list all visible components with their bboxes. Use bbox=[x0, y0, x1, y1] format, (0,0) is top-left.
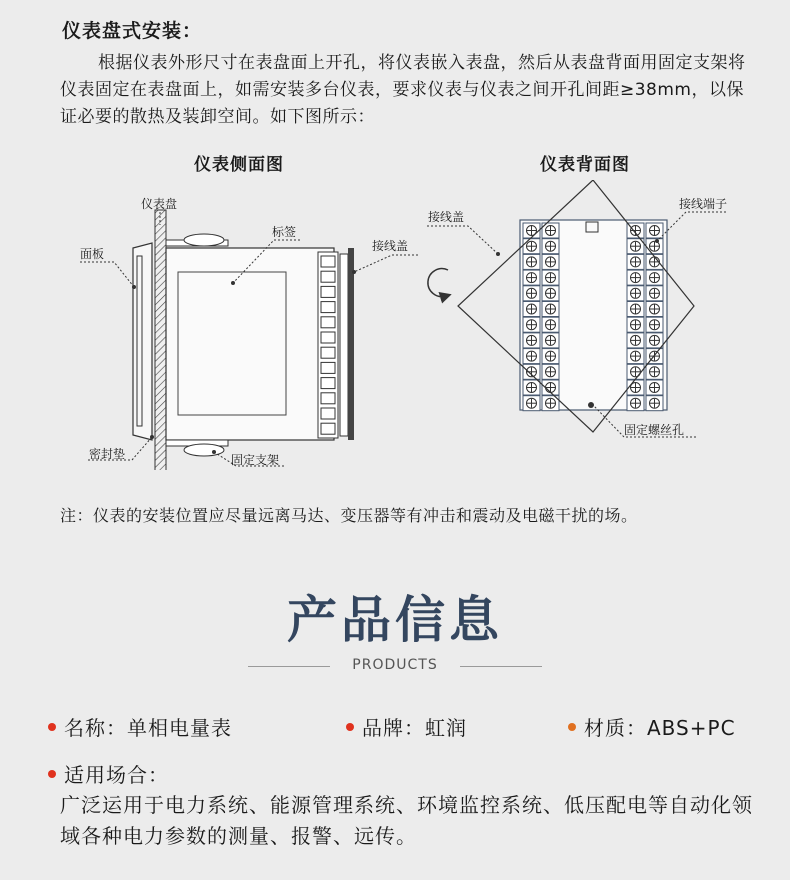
side-terminal bbox=[321, 347, 335, 358]
spec-usage bbox=[48, 759, 169, 788]
label-terminal-cover-back: 接线盖 bbox=[428, 210, 465, 224]
bullet-icon bbox=[346, 723, 354, 731]
spec-name-text: 名称：单相电量表 bbox=[64, 716, 232, 740]
side-view-drawing bbox=[80, 197, 418, 470]
side-terminal bbox=[321, 286, 335, 297]
side-terminal bbox=[321, 408, 335, 419]
side-terminal bbox=[321, 302, 335, 313]
bullet-icon bbox=[48, 770, 56, 778]
rotate-arrow-icon bbox=[428, 269, 448, 297]
terminal-cover-side bbox=[348, 248, 354, 440]
product-subheading: PRODUCTS bbox=[352, 657, 438, 673]
instrument-body bbox=[166, 248, 334, 440]
installation-diagrams bbox=[0, 180, 790, 470]
install-title: 仪表盘式安装： bbox=[62, 20, 203, 42]
side-terminal bbox=[321, 378, 335, 389]
spec-material-text: 材质：ABS+PC bbox=[584, 716, 736, 740]
label-screw-hole: 固定螺丝孔 bbox=[624, 423, 685, 437]
label-seal: 密封垫 bbox=[89, 447, 126, 461]
product-heading: 产品信息 bbox=[287, 591, 503, 649]
bullet-icon bbox=[48, 723, 56, 731]
side-terminal bbox=[321, 332, 335, 343]
spec-name bbox=[48, 712, 232, 741]
label-panel-board: 仪表盘 bbox=[141, 197, 178, 211]
side-terminal bbox=[321, 423, 335, 434]
side-terminal bbox=[321, 393, 335, 404]
install-note: 注：仪表的安装位置应尽量远离马达、变压器等有冲击和震动及电磁干扰的场。 bbox=[60, 506, 638, 525]
label-terminal: 接线端子 bbox=[679, 197, 728, 211]
install-paragraph-text: 根据仪表外形尺寸在表盘面上开孔，将仪表嵌入表盘，然后从表盘背面用固定支架将仪表固定在表盘面上，如需安装多台仪表，要求仪表与仪表之间开孔间距≥38mm，以保证必要的散热及装卸空间。如下图所示： bbox=[60, 53, 746, 127]
side-view-title: 仪表侧面图 bbox=[194, 155, 284, 175]
bullet-icon bbox=[568, 723, 576, 731]
back-view-drawing bbox=[427, 180, 727, 437]
side-terminal bbox=[321, 256, 335, 267]
install-paragraph bbox=[60, 50, 760, 131]
usage-text: 广泛运用于电力系统、能源管理系统、环境监控系统、低压配电等自动化领域各种电力参数的测量、报警、远传。 bbox=[60, 793, 753, 848]
label-face: 面板 bbox=[80, 247, 105, 261]
side-terminal bbox=[321, 271, 335, 282]
back-view-title: 仪表背面图 bbox=[540, 155, 630, 175]
spec-usage-label: 适用场合： bbox=[64, 763, 169, 787]
label-terminal-cover-side: 接线盖 bbox=[372, 239, 409, 253]
spec-brand-text: 品牌：虹润 bbox=[362, 716, 467, 740]
spec-brand bbox=[346, 712, 467, 741]
label-bracket: 固定支架 bbox=[231, 453, 280, 467]
panel-board bbox=[155, 210, 166, 470]
side-terminal bbox=[321, 362, 335, 373]
bracket-top bbox=[184, 234, 224, 246]
side-terminal bbox=[321, 317, 335, 328]
spec-material bbox=[568, 712, 736, 741]
label-tag: 标签 bbox=[272, 225, 297, 239]
